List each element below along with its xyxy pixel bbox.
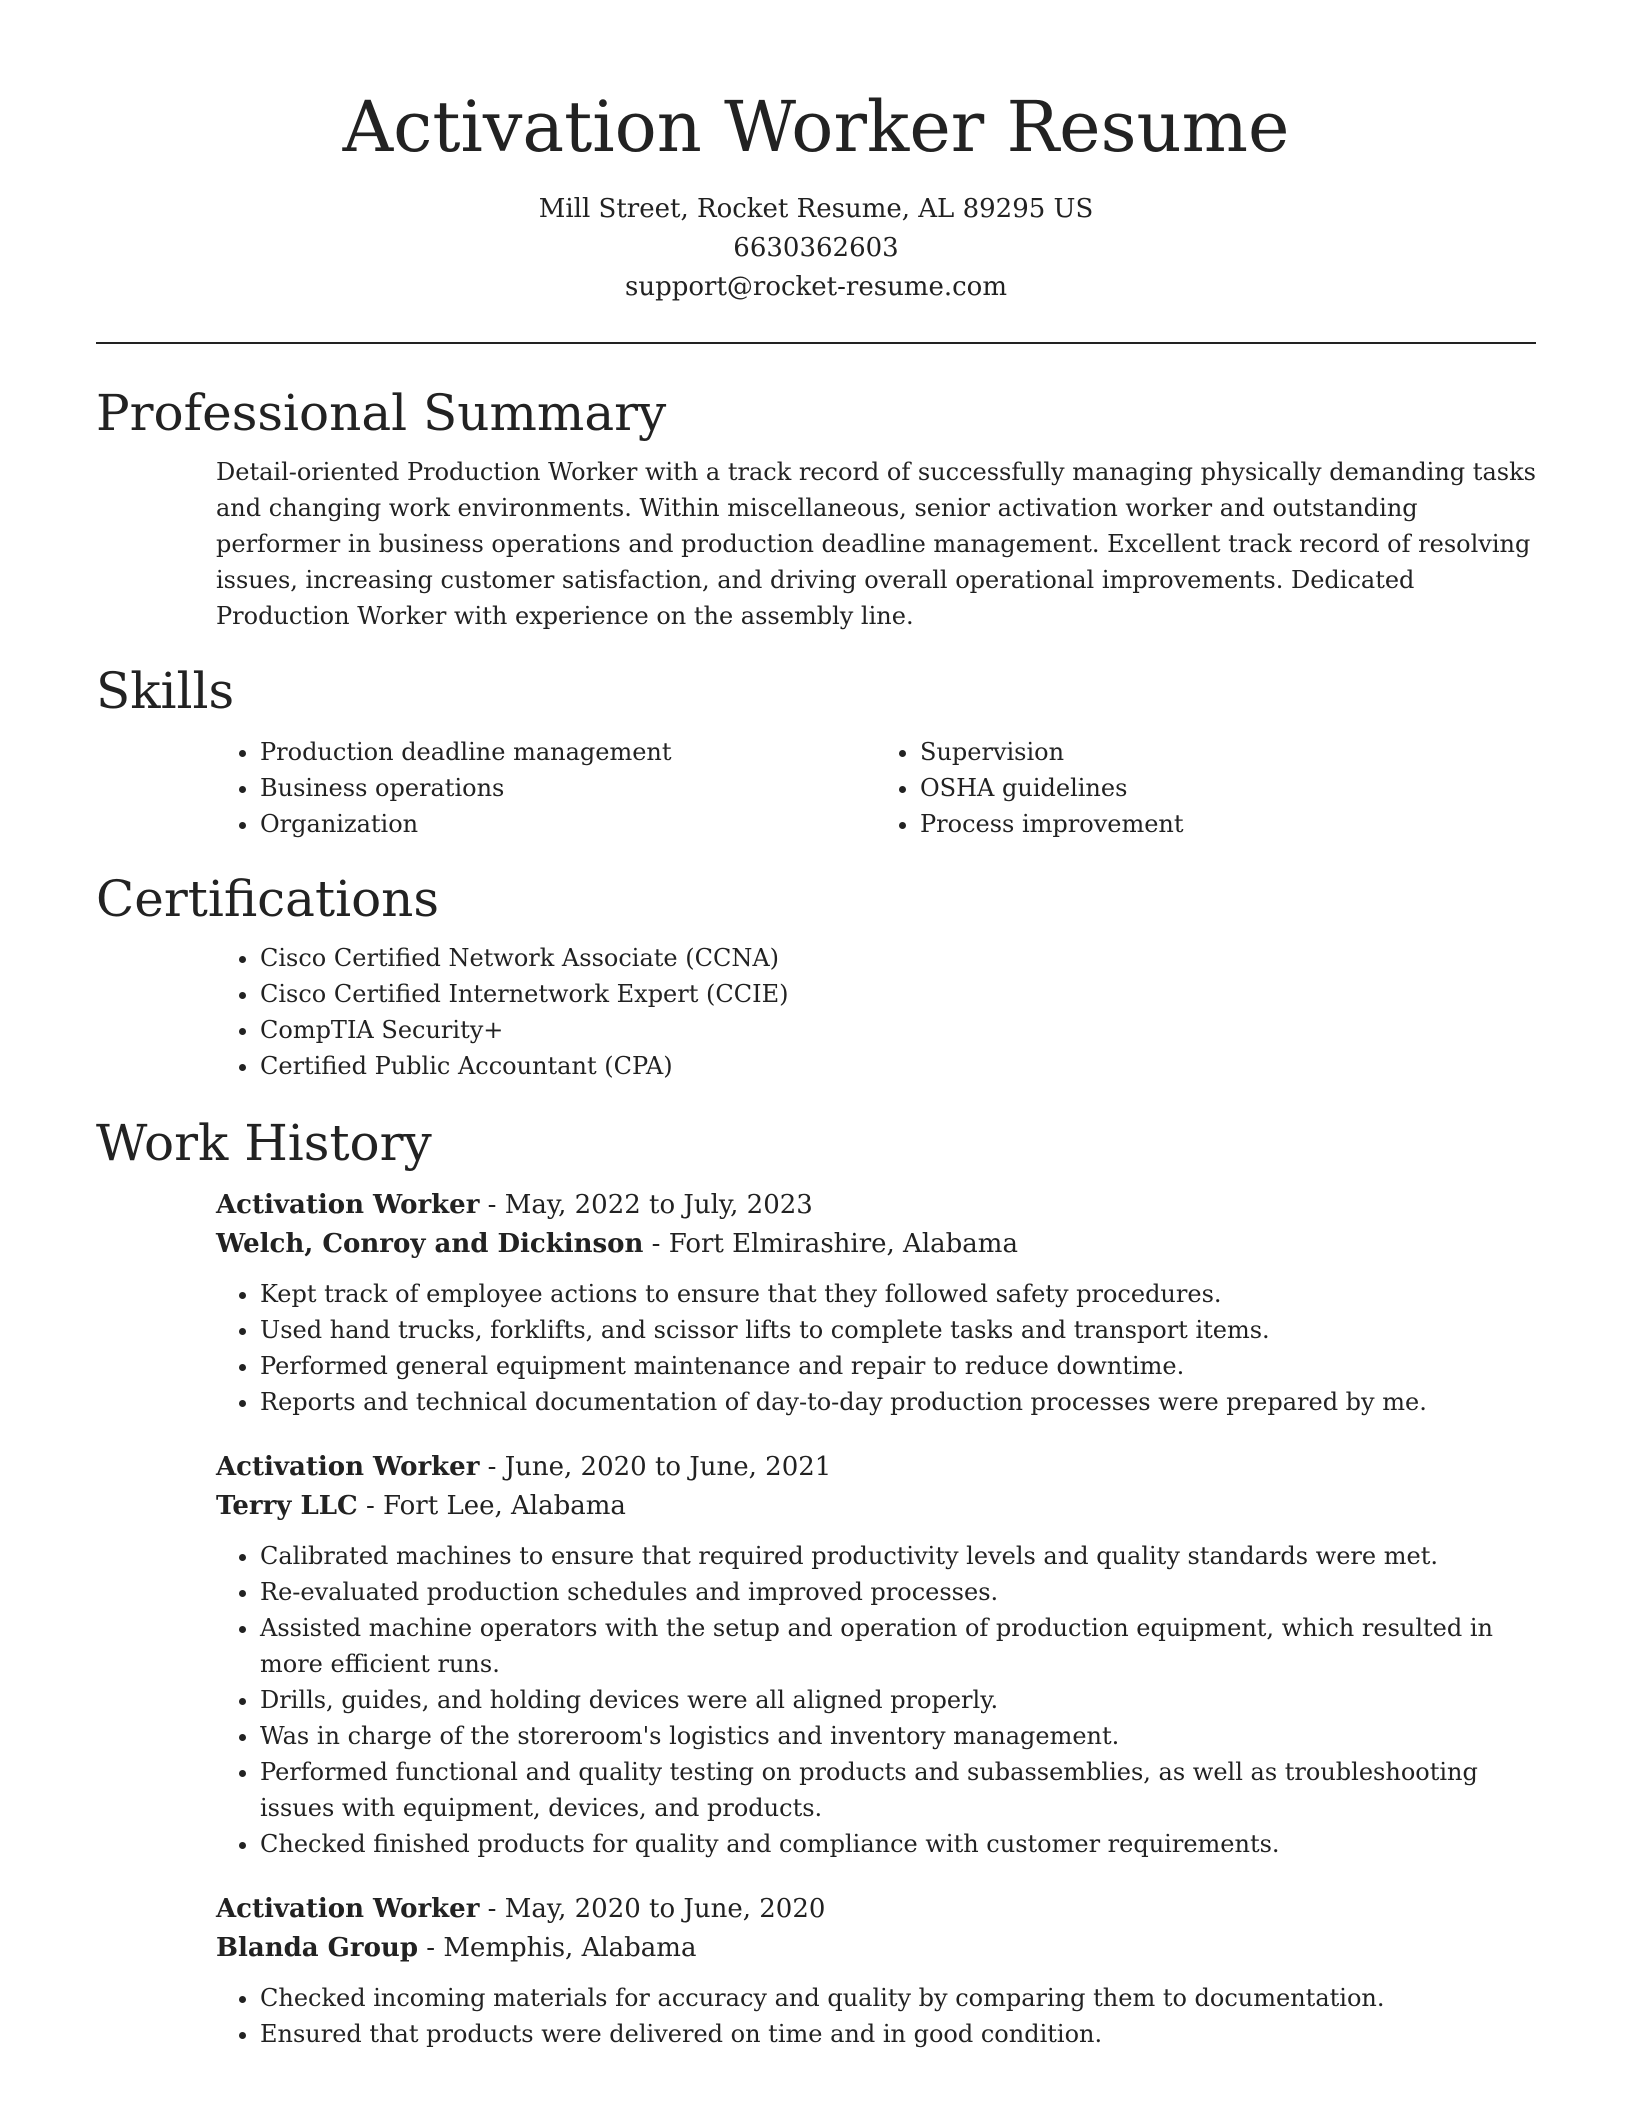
resume-body bbox=[96, 376, 1536, 2080]
job-duties bbox=[216, 1980, 1536, 2052]
job-company: Blanda Group bbox=[216, 1933, 419, 1963]
duty-item: • Calibrated machines to ensure that required productivity levels and quality standards were met. bbox=[260, 1538, 1536, 1574]
duty-item: • Reports and technical documentation of day-to-day production processes were prepared by me. bbox=[260, 1384, 1536, 1420]
resume-header bbox=[0, 0, 1632, 307]
skill-item: • Organization bbox=[260, 806, 876, 842]
job-company-line bbox=[216, 1487, 1536, 1526]
job-dates: - June, 2020 to June, 2021 bbox=[479, 1452, 832, 1482]
job-entry bbox=[216, 1186, 1536, 1420]
skills-heading: Skills bbox=[96, 662, 235, 720]
duty-item: • Checked incoming materials for accuracy and quality by comparing them to documentation. bbox=[260, 1980, 1536, 2016]
certification-item: • CompTIA Security+ bbox=[260, 1012, 1536, 1048]
job-entry bbox=[216, 1448, 1536, 1862]
job-role: Activation Worker bbox=[216, 1190, 480, 1220]
job-title-line bbox=[216, 1890, 1536, 1929]
job-role: Activation Worker bbox=[216, 1452, 480, 1482]
duty-item: • Checked finished products for quality and compliance with customer requirements. bbox=[260, 1826, 1536, 1862]
summary-heading: Professional Summary bbox=[96, 384, 667, 442]
phone: 6630362603 bbox=[733, 233, 899, 263]
email: support@rocket-resume.com bbox=[624, 272, 1007, 302]
header-divider bbox=[96, 342, 1536, 344]
job-company-line bbox=[216, 1225, 1536, 1264]
job-role: Activation Worker bbox=[216, 1894, 480, 1924]
job-title-line bbox=[216, 1448, 1536, 1487]
duty-item: • Used hand trucks, forklifts, and scissor lifts to complete tasks and transport items. bbox=[260, 1312, 1536, 1348]
job-duties bbox=[216, 1538, 1536, 1862]
job-location: - Memphis, Alabama bbox=[418, 1933, 697, 1963]
job-dates: - May, 2020 to June, 2020 bbox=[479, 1894, 826, 1924]
summary-text: Detail-oriented Production Worker with a track record of successfully managing physically demanding tasks and changing work environments. Within miscellaneous, senior activation worker and outstanding performer in business operations and production deadline management. Excellent track record of resolving issues, increasing customer satisfaction, and driving overall operational improvements. Dedicated Production Worker with experience on the assembly line. bbox=[216, 458, 1536, 630]
duty-item: • Was in charge of the storeroom's logistics and inventory management. bbox=[260, 1718, 1536, 1754]
duty-item: • Assisted machine operators with the setup and operation of production equipment, which resulted in more efficient runs. bbox=[260, 1610, 1536, 1682]
duty-item: • Kept track of employee actions to ensure that they followed safety procedures. bbox=[260, 1276, 1536, 1312]
skill-item: • Supervision bbox=[920, 734, 1536, 770]
certifications-list bbox=[216, 940, 1536, 1084]
duty-item: • Drills, guides, and holding devices were all aligned properly. bbox=[260, 1682, 1536, 1718]
duty-item: • Performed functional and quality testing on products and subassemblies, as well as troubleshooting issues with equipment, devices, and products. bbox=[260, 1754, 1536, 1826]
skill-item: • Business operations bbox=[260, 770, 876, 806]
skill-item: • OSHA guidelines bbox=[920, 770, 1536, 806]
certification-item: • Certified Public Accountant (CPA) bbox=[260, 1048, 1536, 1084]
skill-item: • Process improvement bbox=[920, 806, 1536, 842]
duty-item: • Performed general equipment maintenance and repair to reduce downtime. bbox=[260, 1348, 1536, 1384]
contact-block bbox=[0, 190, 1632, 307]
job-dates: - May, 2022 to July, 2023 bbox=[479, 1190, 813, 1220]
skills-column-left bbox=[216, 734, 876, 842]
skill-item: • Production deadline management bbox=[260, 734, 876, 770]
job-company: Welch, Conroy and Dickinson bbox=[216, 1229, 644, 1259]
duty-item: • Re-evaluated production schedules and improved processes. bbox=[260, 1574, 1536, 1610]
certifications-heading: Certifications bbox=[96, 870, 440, 928]
job-company-line bbox=[216, 1929, 1536, 1968]
job-title-line bbox=[216, 1186, 1536, 1225]
address: Mill Street, Rocket Resume, AL 89295 US bbox=[538, 194, 1094, 224]
certification-item: • Cisco Certified Network Associate (CCNA) bbox=[260, 940, 1536, 976]
job-entry bbox=[216, 1890, 1536, 2052]
duty-item: • Ensured that products were delivered on time and in good condition. bbox=[260, 2016, 1536, 2052]
job-duties bbox=[216, 1276, 1536, 1420]
job-location: - Fort Lee, Alabama bbox=[357, 1491, 626, 1521]
job-company: Terry LLC bbox=[216, 1491, 358, 1521]
work-history-heading: Work History bbox=[96, 1114, 432, 1172]
resume-title: Activation Worker Resume bbox=[342, 86, 1290, 168]
skills-column-right bbox=[876, 734, 1536, 842]
certification-item: • Cisco Certified Internetwork Expert (CCIE) bbox=[260, 976, 1536, 1012]
job-location: - Fort Elmirashire, Alabama bbox=[643, 1229, 1018, 1259]
skills-list bbox=[216, 734, 1536, 842]
